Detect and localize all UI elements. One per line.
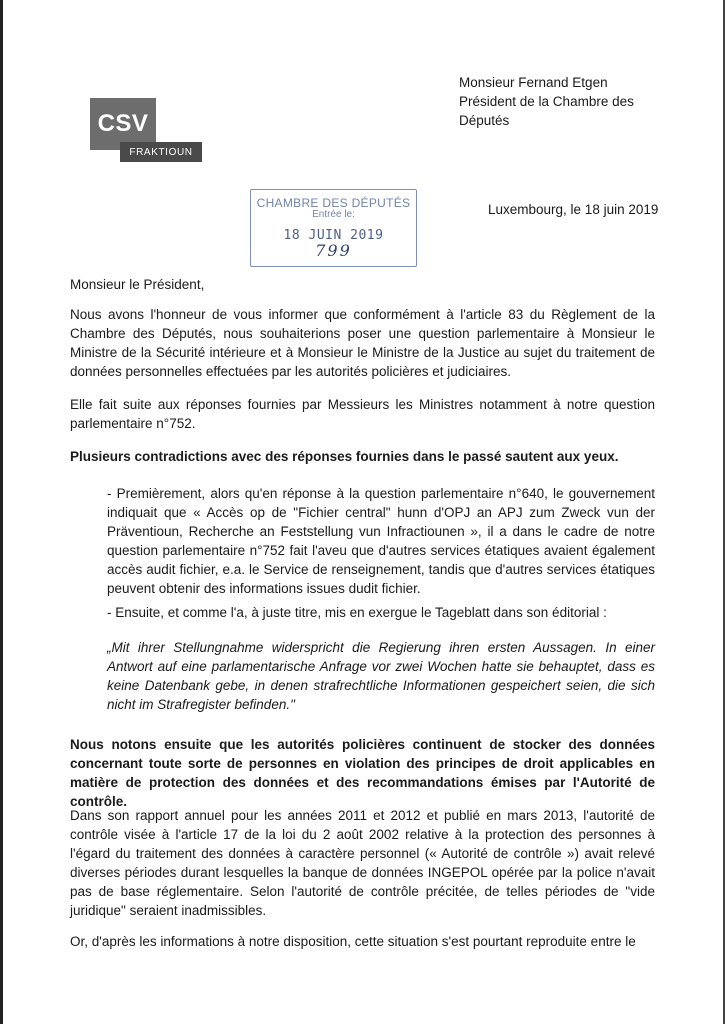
stamp-subtitle: Entrée le: [312, 209, 355, 220]
scan-edge-left [0, 0, 3, 1024]
paragraph-followup: Elle fait suite aux réponses fournies par Messieurs les Ministres notamment à notre question parlementaire n°752. [70, 397, 655, 431]
paragraph-closing-start: Or, d'après les informations à notre disposition, cette situation s'est pourtant reproduite entre le [70, 934, 636, 949]
csv-logo [90, 98, 205, 166]
stamp-title: CHAMBRE DES DÉPUTÉS [256, 196, 411, 210]
addressee-line-1: Monsieur Fernand Etgen [459, 75, 608, 90]
addressee-line-3: Députés [459, 113, 510, 128]
stamp-number: 799 [315, 241, 352, 260]
stamp-date: 18 JUIN 2019 [283, 228, 384, 243]
paragraph-intro: Nous avons l'honneur de vous informer que conformément à l'article 83 du Règlement de la Chambre des Députés, nous souhaiterions poser une question parlementaire à Monsieur le Ministre de la Sécurité intérieure et à Monsieur le Ministre de la Justice au sujet du traitement de données personnelles effectuées par les autorités policières et judiciaires. [70, 307, 655, 379]
heading-storage: Nous notons ensuite que les autorités policières continuent de stocker des données concernant toute sorte de personnes en violation des principes de droit applicables en matière de protection des données et des recommandations émises par l'Autorité de contrôle. [70, 737, 655, 809]
paragraph-report: Dans son rapport annuel pour les années 2011 et 2012 et publié en mars 2013, l'autorité de contrôle visée à l'article 17 de la loi du 2 août 2002 relative à la protection des personnes à l'égard du traitement des données à caractère personnel (« Autorité de contrôle ») avait relevé diverses périodes durant lesquelles la banque de données INGEPOL opérée par la police n'avait pas de base réglementaire. Selon l'autorité de contrôle précitée, de telles périodes de "vide juridique" seraient inadmissibles. [70, 808, 655, 918]
tageblatt-quote: „Mit ihrer Stellungnahme widerspricht die Regierung ihren ersten Aussagen. In einer Antwort auf eine parlamentarische Anfrage vor zwei Wochen hatte sie behauptet, dass es keine Datenbank gebe, in denen strafrechtliche Informationen gespeichert seien, die sich nicht im Strafregister befinden." [107, 640, 655, 712]
reception-stamp [250, 189, 417, 267]
addressee-block [459, 73, 699, 130]
logo-main: CSV [90, 98, 156, 150]
bullet-first: - Premièrement, alors qu'en réponse à la question parlementaire n°640, le gouvernement indiquait que « Accès op de "Fichier central" hunn d'OPJ an APJ zum Zweck vun der Präventioun, Recherche an Feststellung vun Infractiounen », il a dans le cadre de notre question parlementaire n°752 fait l'aveu que d'autres services étatiques avaient également accès audit fichier, e.a. le Service de renseignement, tandis que d'autres services étatiques peuvent obtenir des informations issues dudit fichier. [107, 486, 655, 596]
logo-sub: FRAKTIOUN [120, 142, 202, 162]
heading-contradictions: Plusieurs contradictions avec des réponses fournies dans le passé sautent aux yeux. [70, 449, 619, 464]
letter-date: Luxembourg, le 18 juin 2019 [488, 202, 659, 217]
salutation: Monsieur le Président, [70, 277, 205, 292]
bullet-second: - Ensuite, et comme l'a, à juste titre, mis en exergue le Tageblatt dans son éditorial : [107, 605, 607, 620]
addressee-line-2: Président de la Chambre des [459, 94, 634, 109]
